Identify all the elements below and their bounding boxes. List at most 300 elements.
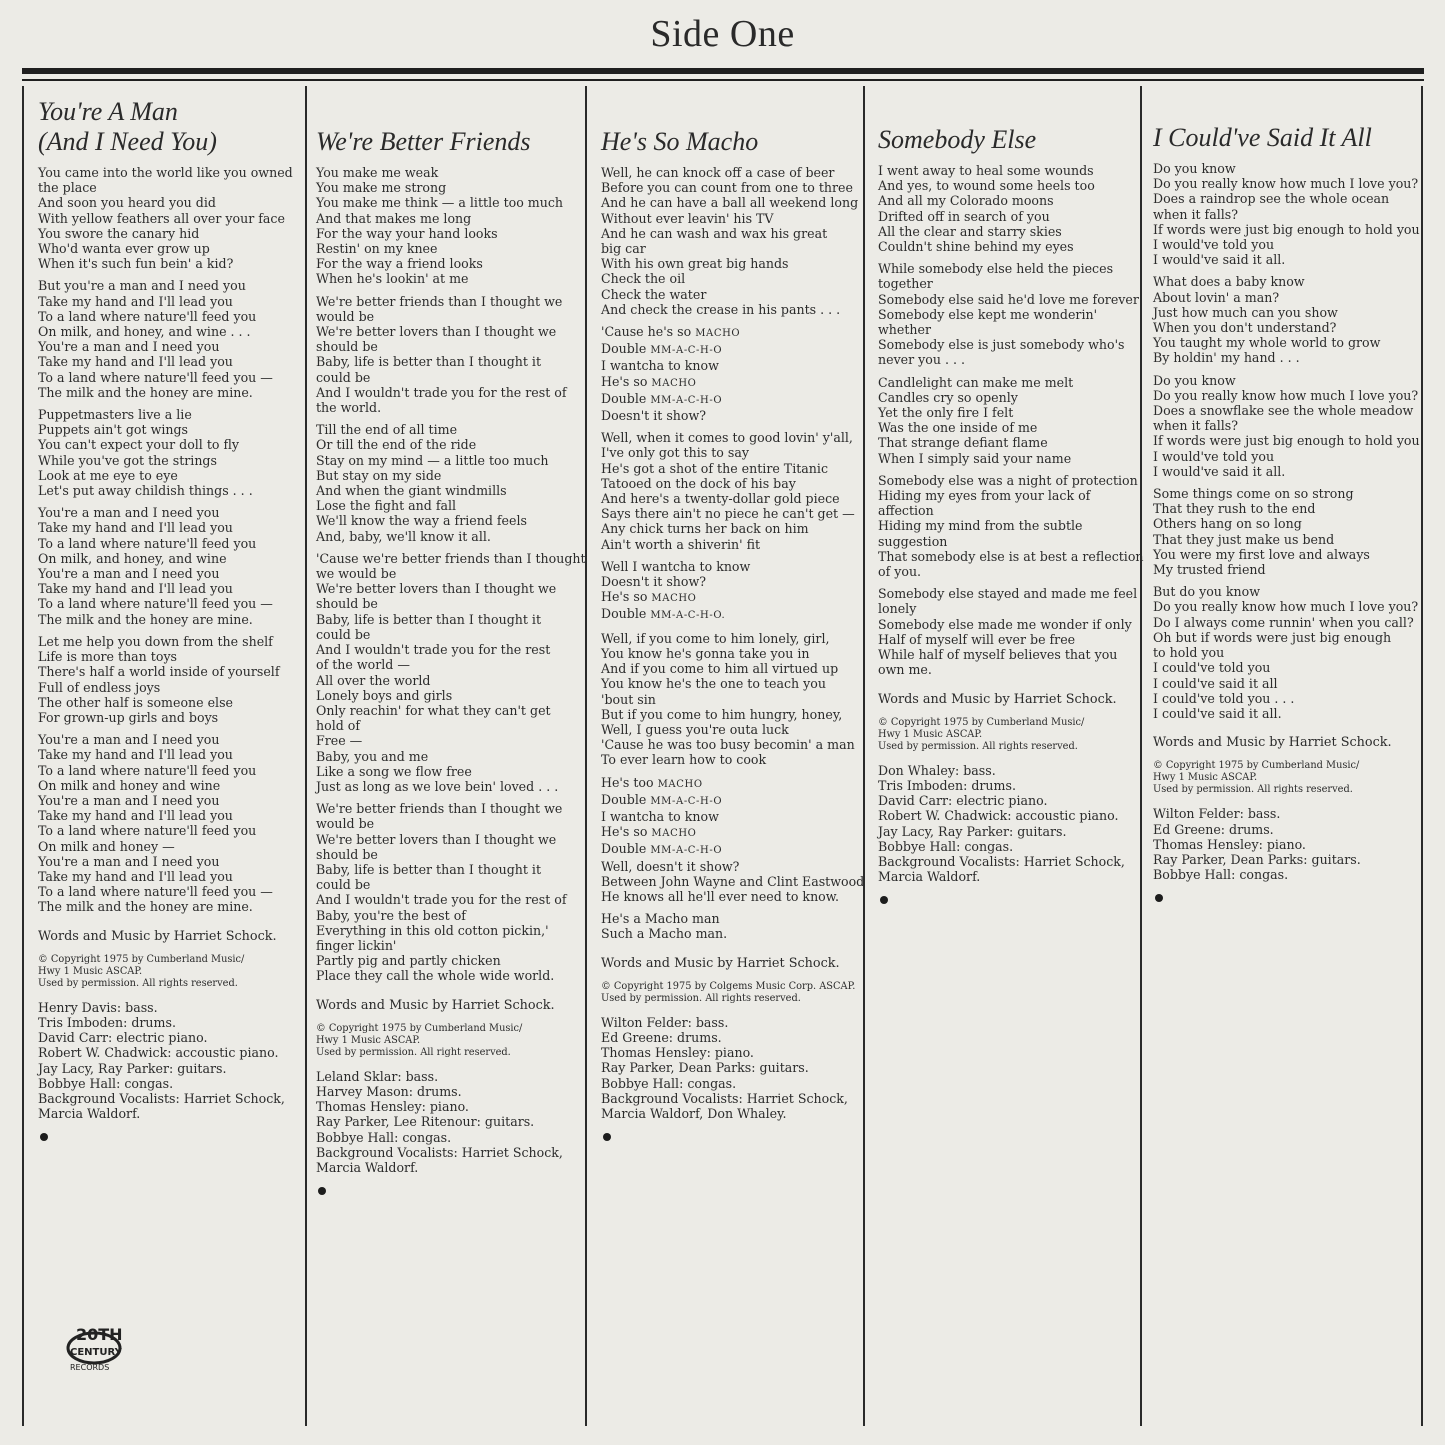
lyric-line: That somebody else is at best a reflection	[878, 548, 1144, 564]
songwriter-credit: Words and Music by Harriet Schock.	[601, 955, 840, 971]
lyric-line: You make me think — a little too much	[316, 195, 564, 211]
lyric-line: Do you really know how much I love you?	[1153, 599, 1419, 615]
stanza	[38, 634, 293, 725]
copyright-line: Hwy 1 Music ASCAP.	[878, 728, 983, 740]
lyric-line: could be	[316, 877, 371, 893]
lyric-line: Double MM-A-C-H-O	[601, 791, 723, 807]
lyric-line: Do you really know how much I love you?	[1153, 387, 1419, 403]
lyric-line: hold of	[316, 718, 361, 734]
song-title-line: He's So Macho	[601, 127, 759, 156]
musician-line: Jay Lacy, Ray Parker: guitars.	[38, 1060, 227, 1076]
twentieth-century-records-logo	[64, 1318, 128, 1376]
lyric-line: Candles cry so openly	[878, 389, 1018, 405]
lyric-line: Was the one inside of me	[878, 420, 1038, 436]
lyric-line: could be	[316, 369, 371, 385]
lyric-line: Just as long as we love bein' loved . . .	[316, 778, 559, 794]
stanza	[1153, 161, 1420, 267]
lyric-line: Double MM-A-C-H-O	[601, 390, 723, 406]
lyric-line: Check the water	[601, 286, 707, 302]
lyric-line: I would've told you	[1153, 237, 1275, 253]
lyric-line: Somebody else said he'd love me forever	[878, 291, 1139, 307]
lyric-line: He's a Macho man	[601, 911, 720, 927]
lyric-line: And check the crease in his pants . . .	[601, 301, 841, 317]
logo-records: RECORDS	[70, 1363, 110, 1372]
lyric-line: I wantcha to know	[601, 358, 719, 374]
lyric-line: Restin' on my knee	[316, 241, 438, 257]
lyric-line: Free —	[316, 733, 363, 749]
header-rule-thick	[22, 68, 1424, 74]
lyric-line: Hiding my eyes from your lack of	[878, 488, 1091, 504]
lyric-line: Does a snowflake see the whole meadow	[1153, 403, 1414, 419]
lyric-line: the place	[38, 180, 97, 196]
musician-credits	[38, 1000, 293, 1122]
lyric-line: He's so MACHO	[601, 589, 697, 605]
stanza	[316, 801, 586, 983]
lyric-line: We're better lovers than I thought we	[316, 324, 557, 340]
lyric-line: All the clear and starry skies	[878, 223, 1062, 239]
lyric-line: You're a man and I need you	[38, 792, 220, 808]
lyric-line: For the way your hand looks	[316, 225, 498, 241]
lyric-line: We're better friends than I thought we	[316, 801, 563, 817]
lyric-line: would be	[316, 816, 375, 832]
song-title	[878, 125, 1144, 155]
copyright-line: © Copyright 1975 by Colgems Music Corp. ASCAP.	[601, 980, 856, 992]
lyric-line: I would've said it all.	[1153, 252, 1286, 268]
lyric-line: I would've said it all.	[1153, 463, 1286, 479]
lyric-line: While you've got the strings	[38, 452, 217, 468]
page-title: Side One	[650, 13, 795, 55]
lyric-line: Baby, life is better than I thought it	[316, 861, 542, 877]
lyric-line: We're better lovers than I thought we	[316, 831, 557, 847]
musician-line: Leland Sklar: bass.	[316, 1068, 439, 1084]
song-title	[1153, 123, 1420, 153]
lyric-line: to hold you	[1153, 645, 1225, 661]
lyric-line: I would've told you	[1153, 448, 1275, 464]
lyric-line: Take my hand and I'll lead you	[38, 808, 233, 824]
lyric-line: If words were just big enough to hold you	[1153, 433, 1420, 449]
lyric-line: Life is more than toys	[38, 649, 178, 665]
lyric-line: Baby, life is better than I thought it	[316, 611, 542, 627]
stanza	[316, 551, 586, 794]
stanza	[878, 375, 1144, 466]
lyric-line: Somebody else is just somebody who's	[878, 337, 1125, 353]
lyric-line: I wantcha to know	[601, 808, 719, 824]
stanza	[878, 473, 1144, 579]
lyric-line: But do you know	[1153, 584, 1260, 600]
lyric-line: Well, he can knock off a case of beer	[601, 165, 835, 180]
lyric-line: should be	[316, 339, 378, 355]
lyric-line: Who'd wanta ever grow up	[38, 241, 210, 257]
lyric-line: Such a Macho man.	[601, 926, 728, 942]
lyric-line: With yellow feathers all over your face	[38, 210, 285, 226]
stanza	[38, 732, 293, 914]
lyric-line: You know he's the one to teach you	[601, 676, 826, 692]
copyright-line: © Copyright 1975 by Cumberland Music/	[38, 953, 245, 965]
lyric-line: He's too MACHO	[601, 774, 703, 790]
lyric-line: And, baby, we'll know it all.	[316, 528, 491, 544]
lyric-line: finger lickin'	[316, 937, 397, 953]
songwriter-credit: Words and Music by Harriet Schock.	[1153, 735, 1392, 751]
lyric-line: Oh but if words were just big enough	[1153, 629, 1392, 645]
musician-line: Ed Greene: drums.	[1153, 821, 1274, 837]
lyric-line: Or till the end of the ride	[316, 437, 477, 453]
lyric-line: On milk and honey and wine	[38, 777, 221, 793]
lyric-line: lonely	[878, 601, 917, 617]
lyric-line: Others hang on so long	[1153, 516, 1302, 532]
lyric-line: Between John Wayne and Clint Eastwood	[601, 873, 865, 889]
musician-line: Bobbye Hall: congas.	[601, 1075, 737, 1091]
lyric-line: Full of endless joys	[38, 679, 161, 695]
lyric-line: Without ever leavin' his TV	[601, 210, 774, 226]
lyric-line: To a land where nature'll feed you —	[38, 369, 273, 385]
lyric-line: Just how much can you show	[1153, 304, 1338, 320]
song-title-line: You're A Man	[38, 97, 178, 126]
lyric-line: the world.	[316, 400, 382, 416]
lyric-line: 'Cause we're better friends than I thought	[316, 550, 586, 566]
lyric-line: I could've said it all	[1153, 675, 1278, 691]
lyric-line: We're better friends than I thought we	[316, 293, 563, 309]
song-title	[601, 127, 864, 157]
lyric-line: of the world —	[316, 657, 410, 673]
lyric-line: For the way a friend looks	[316, 256, 483, 272]
musician-line: Thomas Hensley: piano.	[601, 1045, 754, 1061]
lyric-line: Yet the only fire I felt	[878, 405, 1014, 421]
lyric-line: You know he's gonna take you in	[601, 645, 810, 661]
lyric-line: Well, I guess you're outa luck	[601, 721, 789, 737]
lyric-line: when it falls?	[1153, 418, 1238, 434]
lyric-line: Well, if you come to him lonely, girl,	[601, 630, 830, 646]
stanza	[601, 324, 864, 423]
lyric-line: Says there ain't no piece he can't get —	[601, 506, 855, 522]
musician-line: Wilton Felder: bass.	[1153, 806, 1281, 822]
lyric-line: Do I always come runnin' when you call?	[1153, 614, 1414, 630]
lyric-line: When I simply said your name	[878, 450, 1072, 466]
stanza	[601, 775, 864, 905]
lyric-line: Take my hand and I'll lead you	[38, 354, 233, 370]
lyric-line: Lonely boys and girls	[316, 687, 453, 703]
stanza	[1153, 274, 1420, 365]
end-bullet	[1155, 894, 1163, 902]
musician-line: Don Whaley: bass.	[878, 762, 996, 778]
lyric-line: You can't expect your doll to fly	[38, 437, 239, 453]
musician-credits	[1153, 806, 1420, 882]
lyric-line: On milk, and honey, and wine . . .	[38, 324, 251, 340]
copyright-line: © Copyright 1975 by Cumberland Music/	[878, 716, 1085, 728]
songwriter-credit: Words and Music by Harriet Schock.	[878, 691, 1117, 707]
lyric-line: own me.	[878, 662, 932, 678]
musician-line: Bobbye Hall: congas.	[38, 1075, 174, 1091]
song-column	[316, 127, 586, 1195]
musician-credits	[316, 1069, 586, 1175]
lyric-line: I could've told you . . .	[1153, 690, 1295, 706]
lyric-line: While somebody else held the pieces	[878, 261, 1114, 277]
lyric-line: Everything in this old cotton pickin,'	[316, 922, 549, 938]
lyric-line: And all my Colorado moons	[878, 193, 1054, 209]
lyric-line: Double MM-A-C-H-O	[601, 841, 723, 857]
lyric-line: Take my hand and I'll lead you	[38, 747, 233, 763]
lyric-line: of you.	[878, 564, 922, 580]
stanza	[316, 422, 586, 544]
lyric-line: To ever learn how to cook	[601, 752, 767, 768]
lyric-line: And I wouldn't trade you for the rest	[316, 642, 551, 658]
lyric-line: Double MM-A-C-H-O	[601, 341, 723, 357]
lyric-line: Lose the fight and fall	[316, 498, 457, 514]
lyric-line: The milk and the honey are mine.	[38, 384, 253, 400]
lyric-line: We're better lovers than I thought we	[316, 581, 557, 597]
header-rule-thin	[22, 79, 1424, 81]
lyric-line: And if you come to him all virtued up	[601, 661, 839, 677]
lyric-line: affection	[878, 503, 934, 519]
lyric-line: Do you know	[1153, 372, 1236, 388]
end-bullet	[880, 896, 888, 904]
lyric-line: I could've said it all.	[1153, 705, 1282, 721]
musician-line: Marcia Waldorf, Don Whaley.	[601, 1105, 787, 1121]
lyric-line: All over the world	[316, 672, 431, 688]
musician-line: Background Vocalists: Harriet Schock,	[878, 853, 1125, 869]
lyric-line: Let me help you down from the shelf	[38, 633, 273, 649]
copyright-line: Hwy 1 Music ASCAP.	[316, 1034, 421, 1046]
musician-line: Background Vocalists: Harriet Schock,	[316, 1144, 563, 1160]
lyric-line: There's half a world inside of yourself	[38, 664, 280, 680]
end-bullet	[318, 1187, 326, 1195]
lyric-line: Look at me eye to eye	[38, 467, 178, 483]
lyric-line: On milk and honey —	[38, 838, 175, 854]
lyric-line: Half of myself will ever be free	[878, 631, 1076, 647]
lyric-line: The milk and the honey are mine.	[38, 611, 253, 627]
stanza	[38, 505, 293, 627]
lyric-line: But you're a man and I need you	[38, 278, 246, 294]
lyric-line: He's so MACHO	[601, 373, 697, 389]
stanza	[1153, 373, 1420, 479]
musician-line: Marcia Waldorf.	[38, 1106, 141, 1122]
lyric-line: To a land where nature'll feed you —	[38, 884, 273, 900]
stanza	[38, 165, 293, 271]
lyric-line: But stay on my side	[316, 467, 442, 483]
lyric-line: Take my hand and I'll lead you	[38, 520, 233, 536]
lyric-line: could be	[316, 626, 371, 642]
stanza	[878, 261, 1144, 367]
songwriter-credit: Words and Music by Harriet Schock.	[38, 928, 277, 944]
song-title-line: (And I Need You)	[38, 127, 217, 156]
copyright-notice	[601, 981, 864, 1005]
copyright-notice	[878, 717, 1144, 753]
stanza	[601, 911, 864, 941]
lyric-line: To a land where nature'll feed you	[38, 823, 257, 839]
lyric-line: When it's such fun bein' a kid?	[38, 256, 234, 272]
lyric-line: To a land where nature'll feed you	[38, 308, 257, 324]
lyric-line: Tatooed on the dock of his bay	[601, 475, 796, 491]
musician-line: Ray Parker, Lee Ritenour: guitars.	[316, 1114, 535, 1130]
stanza	[878, 586, 1144, 677]
lyric-line: Puppetmasters live a lie	[38, 407, 192, 423]
lyric-line: Somebody else stayed and made me feel	[878, 586, 1138, 602]
song-title-line: Somebody Else	[878, 125, 1037, 154]
lyric-line: To a land where nature'll feed you	[38, 762, 257, 778]
lyric-line: Drifted off in search of you	[878, 208, 1050, 224]
lyric-line: When you don't understand?	[1153, 320, 1337, 336]
musician-line: Tris Imboden: drums.	[878, 777, 1016, 793]
column-divider	[22, 86, 24, 1426]
musician-line: Background Vocalists: Harriet Schock,	[38, 1090, 285, 1106]
musician-line: Jay Lacy, Ray Parker: guitars.	[878, 823, 1067, 839]
musician-line: Ray Parker, Dean Parks: guitars.	[1153, 851, 1361, 867]
lyric-line: About lovin' a man?	[1153, 289, 1280, 305]
lyric-line: What does a baby know	[1153, 274, 1305, 290]
lyric-line: I could've told you	[1153, 660, 1271, 676]
lyric-line: We'll know the way a friend feels	[316, 513, 527, 529]
lyric-line: Baby, life is better than I thought it	[316, 354, 542, 370]
lyric-line: And I wouldn't trade you for the rest of	[316, 384, 567, 400]
lyric-line: Doesn't it show?	[601, 408, 707, 424]
lyric-line: And I wouldn't trade you for the rest of	[316, 892, 567, 908]
lyric-line: Let's put away childish things . . .	[38, 483, 253, 499]
stanza	[1153, 584, 1420, 721]
copyright-line: © Copyright 1975 by Cumberland Music/	[316, 1022, 523, 1034]
songwriter-credit: Words and Music by Harriet Schock.	[316, 997, 555, 1013]
lyric-line: And here's a twenty-dollar gold piece	[601, 491, 840, 507]
stanza	[601, 430, 864, 552]
lyric-line: 'bout sin	[601, 691, 656, 707]
lyric-line: You swore the canary hid	[38, 225, 200, 241]
lyric-line: You're a man and I need you	[38, 732, 220, 748]
copyright-line: Hwy 1 Music ASCAP.	[38, 965, 143, 977]
end-bullet	[40, 1133, 48, 1141]
lyric-line: Well, when it comes to good lovin' y'all,	[601, 430, 853, 446]
lyric-line: we would be	[316, 566, 397, 582]
copyright-line: Used by permission. All rights reserved.	[601, 992, 801, 1004]
lyric-line: You were my first love and always	[1153, 546, 1370, 562]
lyric-line: That they just make us bend	[1153, 531, 1335, 547]
lyric-line: Only reachin' for what they can't get	[316, 702, 551, 718]
lyric-line: Do you really know how much I love you?	[1153, 176, 1419, 192]
lyric-line: I went away to heal some wounds	[878, 163, 1094, 178]
lyric-line: That they rush to the end	[1153, 501, 1316, 517]
musician-line: Marcia Waldorf.	[878, 869, 981, 885]
lyric-line: Well I wantcha to know	[601, 558, 751, 574]
lyric-line: And he can wash and wax his great	[601, 225, 828, 241]
lyric-line: On milk, and honey, and wine	[38, 550, 227, 566]
stanza	[601, 165, 864, 317]
lyric-line: Ain't worth a shiverin' fit	[601, 536, 761, 552]
column-divider	[1421, 86, 1423, 1426]
lyric-line: Somebody else kept me wonderin'	[878, 306, 1098, 322]
lyric-line: Take my hand and I'll lead you	[38, 581, 233, 597]
copyright-line: Hwy 1 Music ASCAP.	[1153, 772, 1258, 784]
musician-line: Bobbye Hall: congas.	[1153, 867, 1289, 883]
lyric-line: You're a man and I need you	[38, 566, 220, 582]
lyric-line: To a land where nature'll feed you —	[38, 596, 273, 612]
lyric-line: Baby, you're the best of	[316, 907, 466, 923]
lyric-line: would be	[316, 308, 375, 324]
lyric-line: Somebody else made me wonder if only	[878, 616, 1132, 632]
lyric-line: And he can have a ball all weekend long	[601, 195, 859, 211]
lyric-line: Do you know	[1153, 161, 1236, 176]
lyric-line: never you . . .	[878, 352, 965, 368]
lyric-line: And soon you heard you did	[38, 195, 216, 211]
lyric-line: I've only got this to say	[601, 445, 749, 461]
lyric-line: That strange defiant flame	[878, 435, 1048, 451]
lyric-line: He's so MACHO	[601, 824, 697, 840]
copyright-notice	[316, 1023, 586, 1059]
musician-line: Thomas Hensley: piano.	[316, 1099, 469, 1115]
song-column	[878, 125, 1144, 904]
lyric-line: Before you can count from one to three	[601, 180, 853, 196]
lyric-line: When he's lookin' at me	[316, 271, 469, 287]
stanza	[878, 163, 1144, 254]
musician-credits	[878, 763, 1144, 885]
lyric-line: Take my hand and I'll lead you	[38, 868, 233, 884]
musician-line: Marcia Waldorf.	[316, 1159, 419, 1175]
song-column	[38, 97, 293, 1141]
copyright-line: Used by permission. All rights reserved.	[1153, 784, 1353, 796]
song-column	[601, 127, 864, 1141]
lyric-line: You make me strong	[316, 180, 447, 196]
lyric-line: And that makes me long	[316, 210, 472, 226]
musician-line: Robert W. Chadwick: accoustic piano.	[38, 1045, 279, 1061]
lyric-line: My trusted friend	[1153, 562, 1266, 578]
musician-line: Ed Greene: drums.	[601, 1029, 722, 1045]
lyric-line: He's got a shot of the entire Titanic	[601, 460, 828, 476]
lyric-line: You're a man and I need you	[38, 505, 220, 521]
lyric-line: Does a raindrop see the whole ocean	[1153, 191, 1390, 207]
lyric-line: By holdin' my hand . . .	[1153, 350, 1300, 366]
lyric-line: Like a song we flow free	[316, 763, 472, 779]
musician-line: Tris Imboden: drums.	[38, 1014, 176, 1030]
lyric-line: should be	[316, 596, 378, 612]
musician-line: Bobbye Hall: congas.	[878, 838, 1014, 854]
lyric-line: With his own great big hands	[601, 256, 789, 272]
column-divider	[305, 86, 307, 1426]
lyric-line: Couldn't shine behind my eyes	[878, 239, 1074, 255]
lyric-line: For grown-up girls and boys	[38, 709, 219, 725]
lyric-line: Candlelight can make me melt	[878, 374, 1074, 390]
musician-line: Ray Parker, Dean Parks: guitars.	[601, 1060, 809, 1076]
lyric-line: You're a man and I need you	[38, 853, 220, 869]
musician-line: Wilton Felder: bass.	[601, 1014, 729, 1030]
lyric-line: You came into the world like you owned	[38, 165, 293, 180]
lyric-line: Take my hand and I'll lead you	[38, 293, 233, 309]
stanza	[38, 407, 293, 498]
musician-line: Henry Davis: bass.	[38, 999, 158, 1015]
musician-line: Harvey Mason: drums.	[316, 1083, 462, 1099]
lyric-line: He knows all he'll ever need to know.	[601, 888, 840, 904]
lyric-line: And yes, to wound some heels too	[878, 178, 1095, 194]
song-title	[38, 97, 293, 157]
lyric-line: should be	[316, 846, 378, 862]
copyright-line: © Copyright 1975 by Cumberland Music/	[1153, 760, 1360, 772]
copyright-notice	[1153, 760, 1420, 796]
lyric-line: Place they call the whole wide world.	[316, 968, 555, 984]
logo-century: CENTURY	[70, 1347, 122, 1358]
lyric-line: Check the oil	[601, 271, 686, 287]
lyric-line: 'Cause he was too busy becomin' a man	[601, 737, 855, 753]
stanza	[38, 278, 293, 400]
end-bullet	[603, 1133, 611, 1141]
lyric-line: Partly pig and partly chicken	[316, 953, 501, 969]
stanza	[1153, 486, 1420, 577]
song-title-line: We're Better Friends	[316, 127, 531, 156]
song-column	[1153, 123, 1420, 902]
stanza	[316, 165, 586, 287]
lyric-line: And when the giant windmills	[316, 483, 507, 499]
lyric-line: Well, doesn't it show?	[601, 858, 740, 874]
lyric-line: While half of myself believes that you	[878, 647, 1118, 663]
lyric-line: The other half is someone else	[38, 694, 233, 710]
lyric-line: together	[878, 276, 933, 292]
lyric-line: Till the end of all time	[316, 422, 458, 438]
lyric-line: You make me weak	[316, 165, 439, 180]
lyric-line: Stay on my mind — a little too much	[316, 452, 549, 468]
